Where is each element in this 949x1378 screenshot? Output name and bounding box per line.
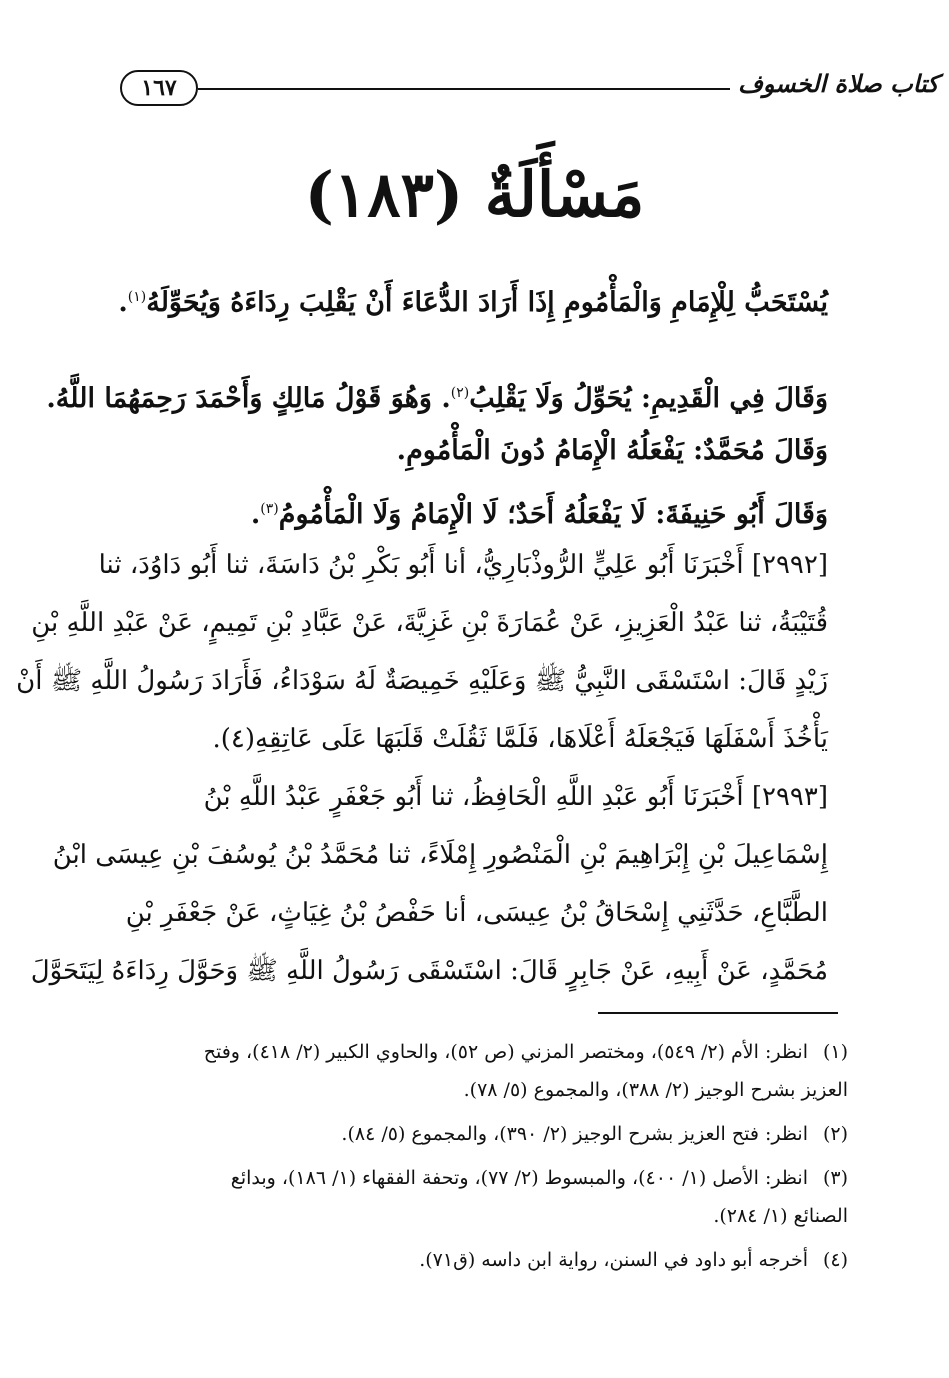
footnote-ref: (٣) [260,501,279,517]
hadith-line: [٢٩٩٣] أَخْبَرَنَا أَبُو عَبْدِ اللَّهِ الْحَافِظُ، ثنا أَبُو جَعْفَرٍ عَبْدُ اللَّهِ بْنُ [203,782,828,812]
opinion-text: وَقَالَ مُحَمَّدٌ: يَفْعَلُهُ الْإِمَامُ دُونَ الْمَأْمُومِ. [396,435,828,466]
opinion-text: وَقَالَ فِي الْقَدِيمِ: يُحَوِّلُ وَلَا يَقْلِبُ [469,383,828,414]
hadith-line: زَيْدٍ قَالَ: اسْتَسْقَى النَّبِيُّ ﷺ وَعَلَيْهِ خَمِيصَةٌ لَهُ سَوْدَاءُ، فَأَرَادَ رَسُولُ اللَّهِ ﷺ أَنْ [16,666,828,696]
hadith-line: إِسْمَاعِيلَ بْنِ إِبْرَاهِيمَ بْنِ الْمَنْصُورِ إِمْلَاءً، ثنا مُحَمَّدُ بْنُ يُوسُفَ بْنِ عِيسَى ابْنُ [52,840,828,870]
opinion-rest: . وَهُوَ قَوْلُ مَالِكٍ وَأَحْمَدَ رَحِمَهُمَا اللَّهُ. [46,383,451,414]
hadith-line: [٢٩٩٢] أَخْبَرَنَا أَبُو عَلِيٍّ الرُّوذْبَارِيُّ، أنا أَبُو بَكْرِ بْنُ دَاسَةَ، ثنا أَبُو دَاوُدَ، ثنا [98,550,828,580]
running-header [108,66,939,112]
issue-title: مَسْأَلَةٌ (١٨٣) [304,158,645,231]
footnote-number: (٣) [822,1167,848,1189]
footnote-number: (٤) [822,1249,848,1271]
footnote-text: أخرجه أبو داود في السنن، رواية ابن داسه (ق٧١). [419,1249,808,1271]
hadith-line: الطَّبَّاعِ، حَدَّثَنِي إِسْحَاقُ بْنُ عِيسَى، أنا حَفْصُ بْنُ غِيَاثٍ، عَنْ جَعْفَرِ بْنِ [125,898,828,928]
opinion-rest: . [250,499,261,530]
footnote-continuation: الصنائع (١/ ٢٨٤). [713,1205,848,1227]
header-rule [198,88,730,90]
opinion-text: وَقَالَ أَبُو حَنِيفَةَ: لَا يَفْعَلُهُ أَحَدٌ؛ لَا الْإِمَامُ وَلَا الْمَأْمُومُ [278,499,828,530]
footnote-text: انظر: الأم (٢/ ٥٤٩)، ومختصر المزني (ص ٥٢)، والحاوي الكبير (٢/ ٤١٨)، وفتح [203,1041,808,1063]
opinion-line [46,364,828,428]
issue-statement [108,268,828,332]
opinion-line [108,480,828,544]
book-title: كتاب صلاة الخسوف [738,69,939,98]
footnote [108,1116,848,1152]
footnote-ref: (١) [127,289,147,305]
footnote [108,1242,848,1278]
footnote-continuation: العزيز بشرح الوجيز (٢/ ٣٨٨)، والمجموع (٥/ ٧٨). [463,1079,848,1101]
footnote-ref: (٢) [450,385,470,401]
hadith-line: مُحَمَّدٍ، عَنْ أَبِيهِ، عَنْ جَابِرٍ قَالَ: اسْتَسْقَى رَسُولُ اللَّهِ ﷺ وَحَوَّلَ رِدَاءَهُ لِيَتَحَوَّلَ [30,956,828,986]
footnote [108,1160,848,1196]
footnote [108,1034,848,1070]
footnote-text: انظر: فتح العزيز بشرح الوجيز (٢/ ٣٩٠)، والمجموع (٥/ ٨٤). [341,1123,808,1145]
statement-end: . [118,287,128,318]
footnote-number: (١) [822,1041,848,1063]
hadith-line: قُتَيْبَةُ، ثنا عَبْدُ الْعَزِيزِ، عَنْ عُمَارَةَ بْنِ غَزِيَّةَ، عَنْ عَبَّادِ بْنِ تَمِيمٍ، عَنْ عَبْدِ اللَّهِ بْنِ [31,608,828,638]
statement-text: يُسْتَحَبُّ لِلْإِمَامِ وَالْمَأْمُومِ إِذَا أَرَادَ الدُّعَاءَ أَنْ يَقْلِبَ رِدَاءَهُ وَيُحَوِّلَهُ [146,287,828,318]
footnote-separator [598,1012,838,1014]
page-number: ١٦٧ [120,70,198,106]
footnote-number: (٢) [822,1123,848,1145]
hadith-line: يَأْخُذَ أَسْفَلَهَا فَيَجْعَلَهُ أَعْلَاهَا، فَلَمَّا ثَقُلَتْ قَلَبَهَا عَلَى عَاتِقِهِ(٤). [212,724,828,754]
footnote-text: انظر: الأصل (١/ ٤٠٠)، والمبسوط (٢/ ٧٧)، وتحفة الفقهاء (١/ ١٨٦)، وبدائع [230,1167,808,1189]
opinion-line [108,422,828,480]
